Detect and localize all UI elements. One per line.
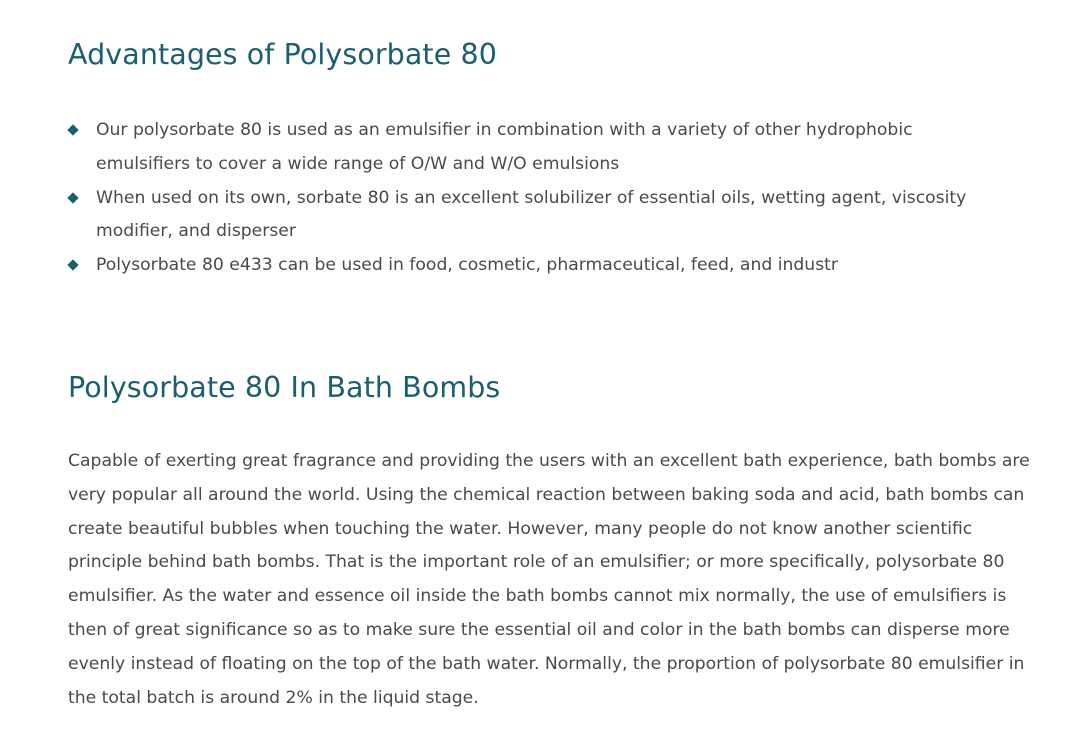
section-title-bath-bombs: Polysorbate 80 In Bath Bombs bbox=[68, 371, 501, 404]
diamond-bullet-icon bbox=[67, 260, 78, 271]
diamond-bullet-icon bbox=[67, 124, 78, 135]
bath-bombs-paragraph: Capable of exerting great fragrance and providing the users with an excellent bath experience, bath bombs are very popular all around the world. Using the chemical reaction between baking soda and acid, bath bombs can create beautiful bubbles when touching the water. However, many people do not know another scientific principle behind bath bombs. That is the important role of an emulsifier; or more specifically, polysorbate 80 emulsifier. As the water and essence oil inside the bath bombs cannot mix normally, the use of emulsifiers is then of great significance so as to make sure the essential oil and color in the bath bombs can disperse more evenly instead of floating on the top of the bath water. Normally, the proportion of polysorbate 80 emulsifier in the total batch is around 2% in the liquid stage. bbox=[68, 451, 1030, 708]
section-title-advantages: Advantages of Polysorbate 80 bbox=[68, 38, 497, 71]
list-item-text: Polysorbate 80 e433 can be used in food, cosmetic, pharmaceutical, feed, and industr bbox=[96, 255, 838, 276]
list-item bbox=[68, 114, 1008, 182]
list-item-text: Our polysorbate 80 is used as an emulsifier in combination with a variety of other hydrophobic emulsifiers to cover a wide range of O/W and W/O emulsions bbox=[96, 120, 913, 174]
advantages-list bbox=[68, 114, 1008, 283]
list-item bbox=[68, 249, 1008, 283]
diamond-bullet-icon bbox=[67, 192, 78, 203]
list-item-text: When used on its own, sorbate 80 is an excellent solubilizer of essential oils, wetting agent, viscosity modifier, and disperser bbox=[96, 187, 967, 242]
list-item bbox=[68, 182, 1008, 250]
